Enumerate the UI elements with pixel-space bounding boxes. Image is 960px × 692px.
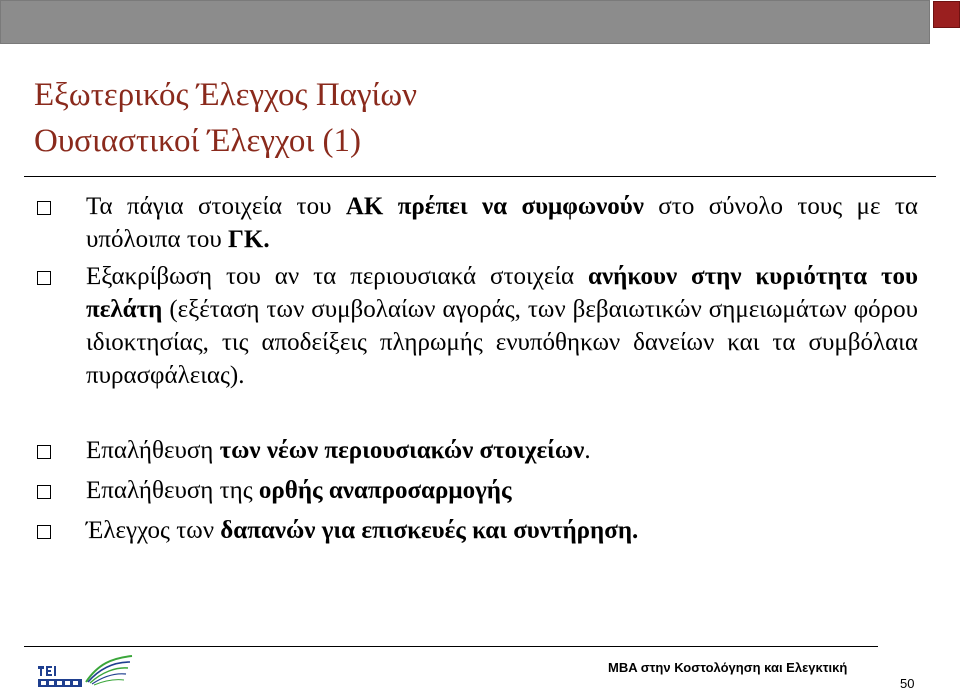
page-number: 50	[900, 676, 915, 691]
bullet-text	[86, 434, 918, 467]
top-banner	[0, 0, 960, 44]
checkbox-bullet-icon	[37, 271, 51, 285]
bullet-text-part: Τα πάγια στοιχεία του	[86, 193, 346, 220]
bullet-text	[86, 190, 918, 256]
bullet-text-part: .	[584, 437, 591, 464]
bullet-text-part: Επαλήθευση της	[86, 477, 259, 504]
bullet-text-part: στο σύνολο τους με τα υπόλοιπα του	[86, 193, 918, 253]
top-banner-grey-bar	[0, 0, 930, 44]
checkbox-bullet-icon	[37, 485, 51, 499]
bullet-text-part: (εξέταση των συμβολαίων αγοράς, των βεβαιωτικών σημειωμάτων φόρου ιδιοκτησίας, τις αποδείξεις πληρωμής ενυπόθηκων δανείων και τα συμβόλαια πυρασφάλειας).	[86, 296, 918, 389]
footer-divider	[24, 646, 878, 647]
bullet-text-bold: ορθής αναπροσαρμογής	[258, 477, 512, 504]
bullet-text-part: Εξακρίβωση του αν τα περιουσιακά στοιχεία	[86, 263, 589, 290]
slide-title	[34, 72, 417, 164]
tei-serron-logo	[36, 652, 136, 690]
bullet-text-part: Έλεγχος των	[86, 517, 221, 544]
slide-title-line-2: Ουσιαστικοί Έλεγχοι (1)	[34, 123, 361, 159]
top-banner-red-square	[933, 1, 960, 28]
bullet-text-bold: ΓΚ.	[228, 226, 270, 253]
checkbox-bullet-icon	[37, 201, 51, 215]
bullet-text-part: Επαλήθευση	[86, 437, 220, 464]
slide-title-line-1: Εξωτερικός Έλεγχος Παγίων	[34, 77, 418, 113]
bullet-text-bold: των νέων περιουσιακών στοιχείων	[219, 437, 585, 464]
title-divider	[24, 176, 936, 177]
bullet-text	[86, 474, 918, 507]
checkbox-bullet-icon	[37, 525, 51, 539]
checkbox-bullet-icon	[37, 445, 51, 459]
bullet-text	[86, 260, 918, 392]
bullet-text-bold: δαπανών για επισκευές και συντήρηση.	[220, 517, 639, 544]
footer-course-title: MBA στην Κοστολόγηση και Ελεγκτική	[608, 660, 848, 675]
bullet-text-bold: ανήκουν στην κυριότητα του πελάτη	[86, 263, 918, 323]
bullet-text	[86, 514, 918, 547]
bullet-text-bold: ΑΚ πρέπει να συμφωνούν	[345, 193, 644, 220]
